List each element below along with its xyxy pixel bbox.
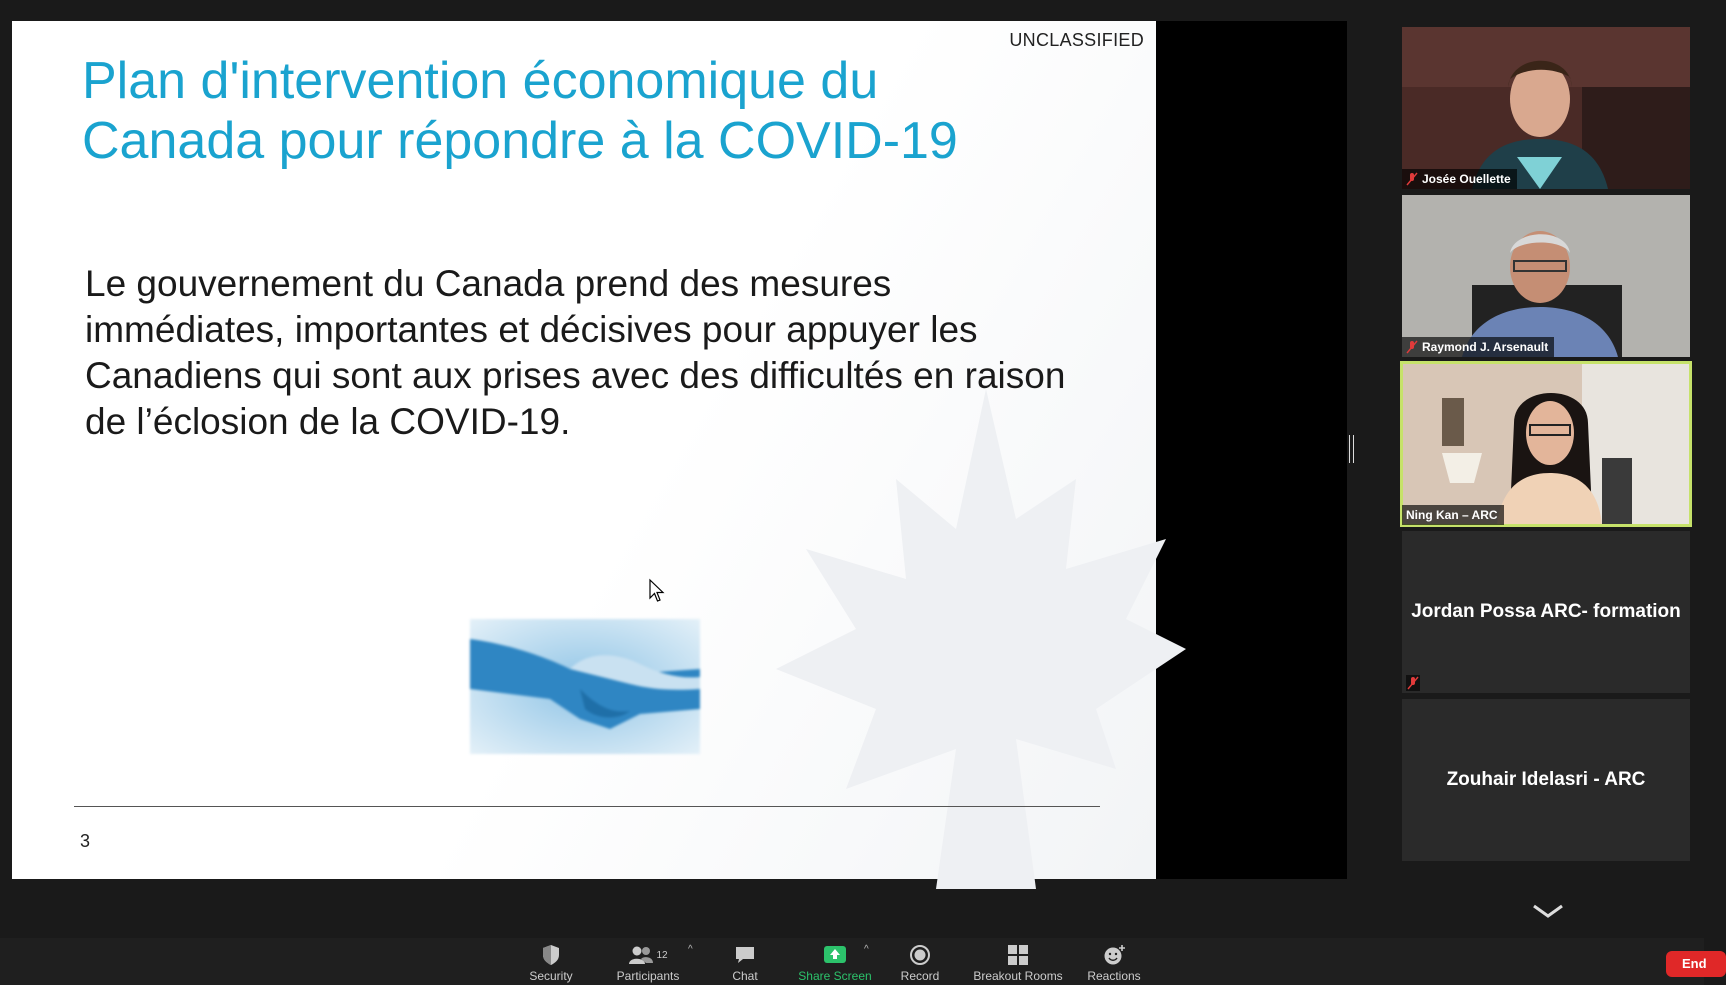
- chat-label: Chat: [732, 969, 758, 983]
- handshake-image: [470, 619, 700, 754]
- participant-name-bar: [1402, 505, 1504, 525]
- window-top-strip: [0, 0, 1704, 20]
- participant-video-josee: [1402, 27, 1690, 189]
- participant-tile-ning-active-speaker[interactable]: [1402, 363, 1690, 525]
- shield-icon: [541, 944, 561, 966]
- record-button[interactable]: [895, 938, 945, 985]
- share-screen-label: Share Screen: [798, 969, 872, 983]
- participant-name-bar: [1402, 337, 1554, 357]
- breakout-rooms-label: Breakout Rooms: [973, 969, 1063, 983]
- participant-tile-josee[interactable]: [1402, 27, 1690, 189]
- participants-label: Participants: [616, 969, 680, 983]
- reactions-icon: [1102, 944, 1126, 966]
- participants-options-caret-icon[interactable]: ^: [688, 944, 693, 955]
- maple-leaf-watermark: [736, 369, 1196, 889]
- security-button[interactable]: [520, 938, 582, 985]
- chevron-down-icon[interactable]: [1530, 900, 1566, 924]
- participant-video-raymond: [1402, 195, 1690, 357]
- security-label: Security: [529, 969, 573, 983]
- slide-title-line-2: Canada pour répondre à la COVID-19: [82, 112, 958, 170]
- participants-icon: [628, 945, 654, 965]
- participant-name: Ning Kan – ARC: [1406, 508, 1498, 522]
- slide-body-text: Le gouvernement du Canada prend des mesures immédiates, importantes et décisives pour appuyer les Canadiens qui sont aux prises avec des difficultés en raison de l’éclosion de la COVID-19.: [85, 263, 1066, 442]
- participants-button[interactable]: [608, 938, 688, 985]
- record-label: Record: [900, 969, 940, 983]
- microphone-muted-icon: [1406, 172, 1418, 186]
- slide-title: [82, 51, 1082, 171]
- classification-label: UNCLASSIFIED: [1009, 30, 1144, 50]
- microphone-muted-icon: [1406, 340, 1418, 354]
- panel-resize-handle[interactable]: [1349, 435, 1354, 463]
- participant-video-ning: [1402, 363, 1690, 525]
- participant-name: Jordan Possa ARC- formation: [1411, 601, 1681, 622]
- mouse-cursor-icon: [649, 579, 665, 603]
- end-meeting-button[interactable]: End: [1666, 951, 1726, 977]
- participants-count: 12: [656, 949, 668, 961]
- record-icon: [909, 944, 931, 966]
- presentation-slide: [12, 21, 1156, 879]
- shared-screen: [12, 21, 1347, 879]
- participant-name-bar: [1402, 169, 1517, 189]
- share-screen-icon: [823, 945, 847, 965]
- participant-name: Raymond J. Arsenault: [1422, 340, 1549, 354]
- reactions-label: Reactions: [1087, 969, 1141, 983]
- participant-name: Josée Ouellette: [1422, 172, 1511, 186]
- microphone-muted-icon: [1406, 675, 1420, 691]
- participant-tile-raymond[interactable]: [1402, 195, 1690, 357]
- participant-name: Zouhair Idelasri - ARC: [1446, 769, 1646, 790]
- slide-page-number: 3: [80, 831, 91, 851]
- chat-icon: [734, 945, 756, 965]
- breakout-rooms-button[interactable]: [970, 938, 1066, 985]
- participant-tile-jordan[interactable]: [1402, 531, 1690, 693]
- slide-footer-rule: [74, 806, 1100, 807]
- share-options-caret-icon[interactable]: ^: [864, 944, 869, 955]
- breakout-rooms-icon: [1007, 944, 1029, 966]
- slide-title-line-1: Plan d'intervention économique du: [82, 52, 879, 110]
- participant-tile-zouhair[interactable]: [1402, 699, 1690, 861]
- chat-button[interactable]: [720, 938, 770, 985]
- reactions-button[interactable]: [1083, 938, 1145, 985]
- meeting-toolbar: [0, 938, 1704, 985]
